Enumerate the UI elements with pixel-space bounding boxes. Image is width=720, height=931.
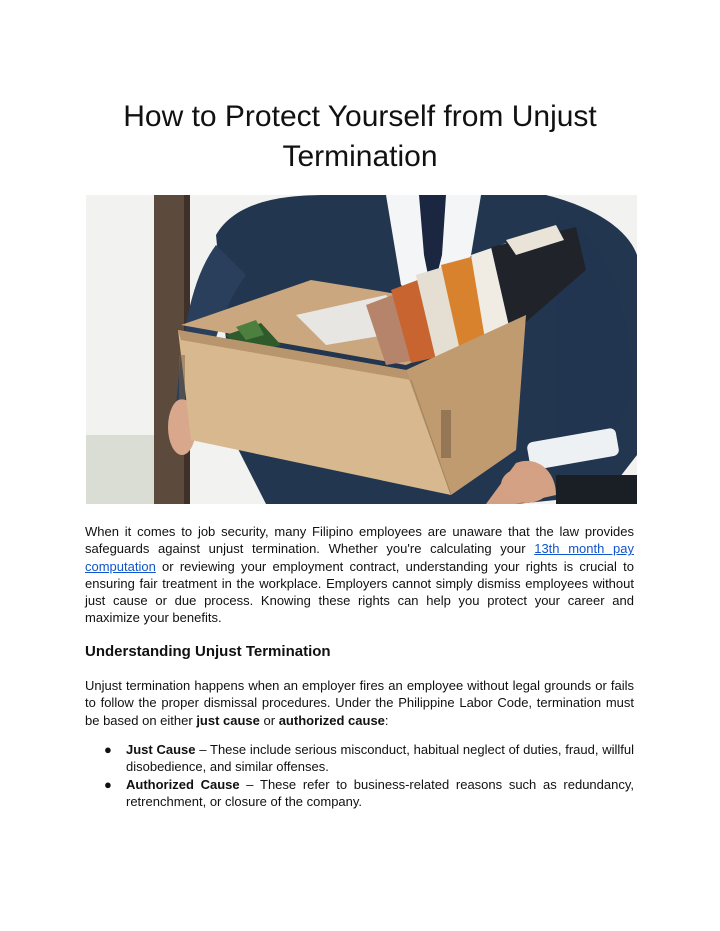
section-text-3: : [384,712,389,728]
13th-month-pay-link[interactable]: 13th month pay computation [85,541,634,574]
bullet-description: – These refer to business-related reasons such as redundancy, retrenchment, or closure of the company. [126,777,634,810]
bullet-list-item-1 [85,741,634,776]
section-heading: Understanding Unjust Termination [85,643,331,660]
list-item [85,741,634,776]
list-item [85,776,634,811]
bullet-dot: ● [104,742,112,757]
bullet-term: Authorized Cause [126,777,240,792]
photo-illustration [86,195,637,504]
bullet-list-item-2 [85,776,634,811]
section-text-1: Unjust termination happens when an employer fires an employee without legal grounds or fails to follow the proper dismissal procedures. Under the Philippine Labor Code, termination must be based on either [85,678,634,728]
authorized-cause-term: authorized cause [278,712,385,728]
bullet-description: – These include serious misconduct, habitual neglect of duties, fraud, willful disobedience, and similar offenses. [126,742,634,775]
bullet-dot: ● [104,777,112,792]
just-cause-term: just cause [196,712,260,728]
intro-text-before-link: When it comes to job security, many Filipino employees are unaware that the law provides safeguards against unjust termination. Whether you're calculating your [85,524,634,557]
intro-paragraph [85,523,634,627]
page-title: How to Protect Yourself from Unjust Termination [123,100,597,173]
bullet-term: Just Cause [126,742,196,757]
office-worker-carrying-box-photo [86,195,637,504]
section-text-2: or [259,712,279,728]
intro-text-after-link: or reviewing your employment contract, understanding your rights is crucial to ensuring fair treatment in the workplace. Employers cannot simply dismiss employees without just cause or due process. Knowing these rights can help you protect your career and maximize your benefits. [85,558,634,626]
section-paragraph [85,677,634,729]
